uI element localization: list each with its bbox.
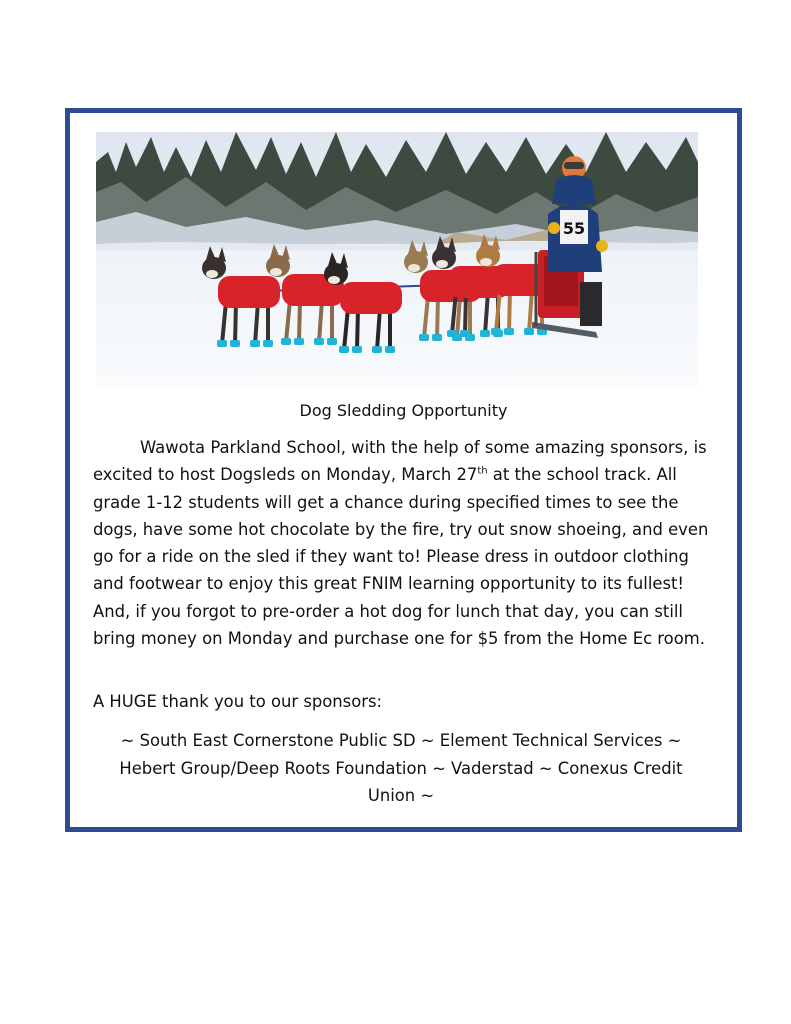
- bib-number: 55: [562, 219, 586, 238]
- flyer-frame: [65, 108, 742, 832]
- flyer-title: Dog Sledding Opportunity: [299, 401, 508, 420]
- dog-sled-photo: [96, 132, 698, 388]
- date-ordinal-suffix: th: [477, 465, 488, 477]
- sponsors-heading: A HUGE thank you to our sponsors:: [93, 692, 383, 711]
- sponsors-list: ~ South East Cornerstone Public SD ~ Element Technical Services ~ Hebert Group/Deep Roots Foundation ~ Vaderstad ~ Conexus Credit Union ~: [119, 731, 683, 805]
- description-text-end: at the school track. All grade 1-12 students will get a chance during specified times to see the dogs, have some hot chocolate by the fire, try out snow shoeing, and even go for a ride on the sled if they want to! Please dress in outdoor clothing and footwear to enjoy this great FNIM learning opportunity to its fullest! And, if you forgot to pre-order a hot dog for lunch that day, you can still bring money on Monday and purchase one for $5 from the Home Ec room.: [93, 465, 709, 649]
- event-description: [93, 434, 713, 652]
- description-text-start: Wawota Parkland School, with the help of some amazing sponsors, is excited to host Dogsleds on Monday, March 27: [93, 438, 707, 485]
- dog-sled-illustration: [96, 132, 698, 388]
